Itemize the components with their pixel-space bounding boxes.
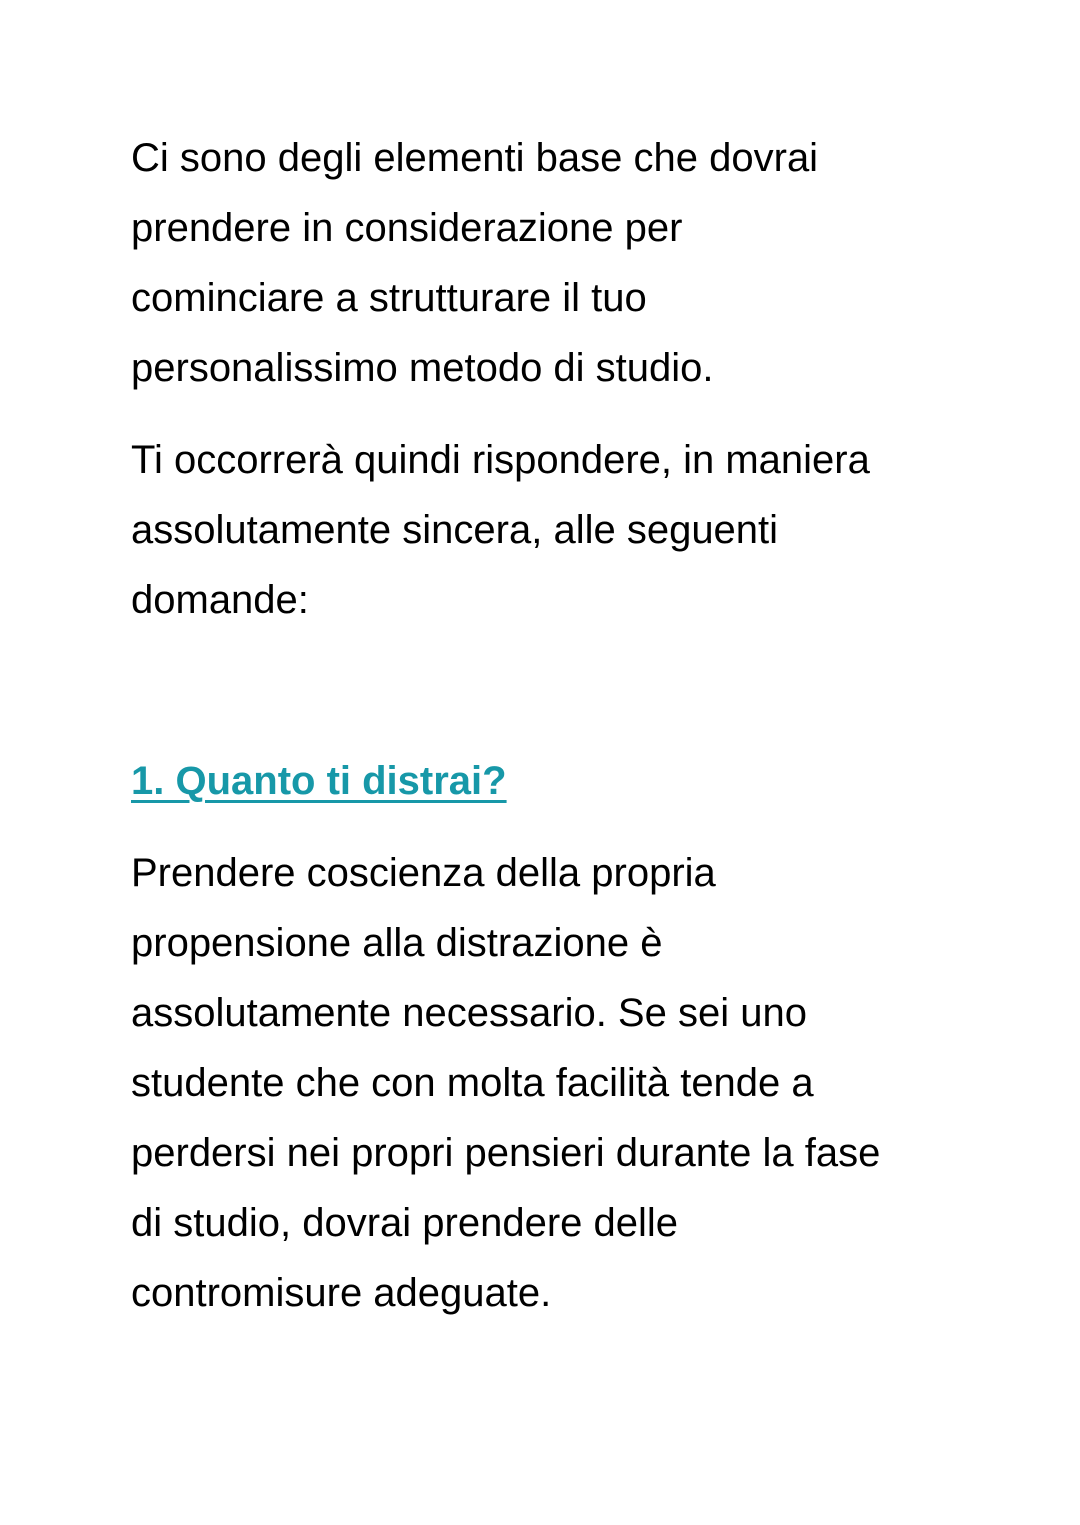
section-heading bbox=[131, 746, 507, 816]
section-heading-link[interactable]: 1. Quanto ti distrai? bbox=[131, 759, 507, 803]
text-line: Ci sono degli elementi base che dovrai bbox=[131, 136, 819, 180]
question-paragraph bbox=[131, 425, 870, 635]
text-line: domande: bbox=[131, 578, 309, 622]
text-line: Ti occorrerà quindi rispondere, in maniera bbox=[131, 438, 870, 482]
text-line: studente che con molta facilità tende a bbox=[131, 1061, 814, 1105]
intro-paragraph bbox=[131, 123, 818, 403]
text-line: contromisure adeguate. bbox=[131, 1271, 552, 1315]
text-line: Prendere coscienza della propria bbox=[131, 851, 716, 895]
text-line: cominciare a strutturare il tuo bbox=[131, 276, 647, 320]
text-line: perdersi nei propri pensieri durante la fase bbox=[131, 1131, 881, 1175]
text-line: assolutamente sincera, alle seguenti bbox=[131, 508, 779, 552]
text-line: assolutamente necessario. Se sei uno bbox=[131, 991, 807, 1035]
text-line: personalissimo metodo di studio. bbox=[131, 346, 714, 390]
text-line: propensione alla distrazione è bbox=[131, 921, 663, 965]
section-paragraph bbox=[131, 838, 880, 1328]
text-line: di studio, dovrai prendere delle bbox=[131, 1201, 679, 1245]
text-line: prendere in considerazione per bbox=[131, 206, 683, 250]
